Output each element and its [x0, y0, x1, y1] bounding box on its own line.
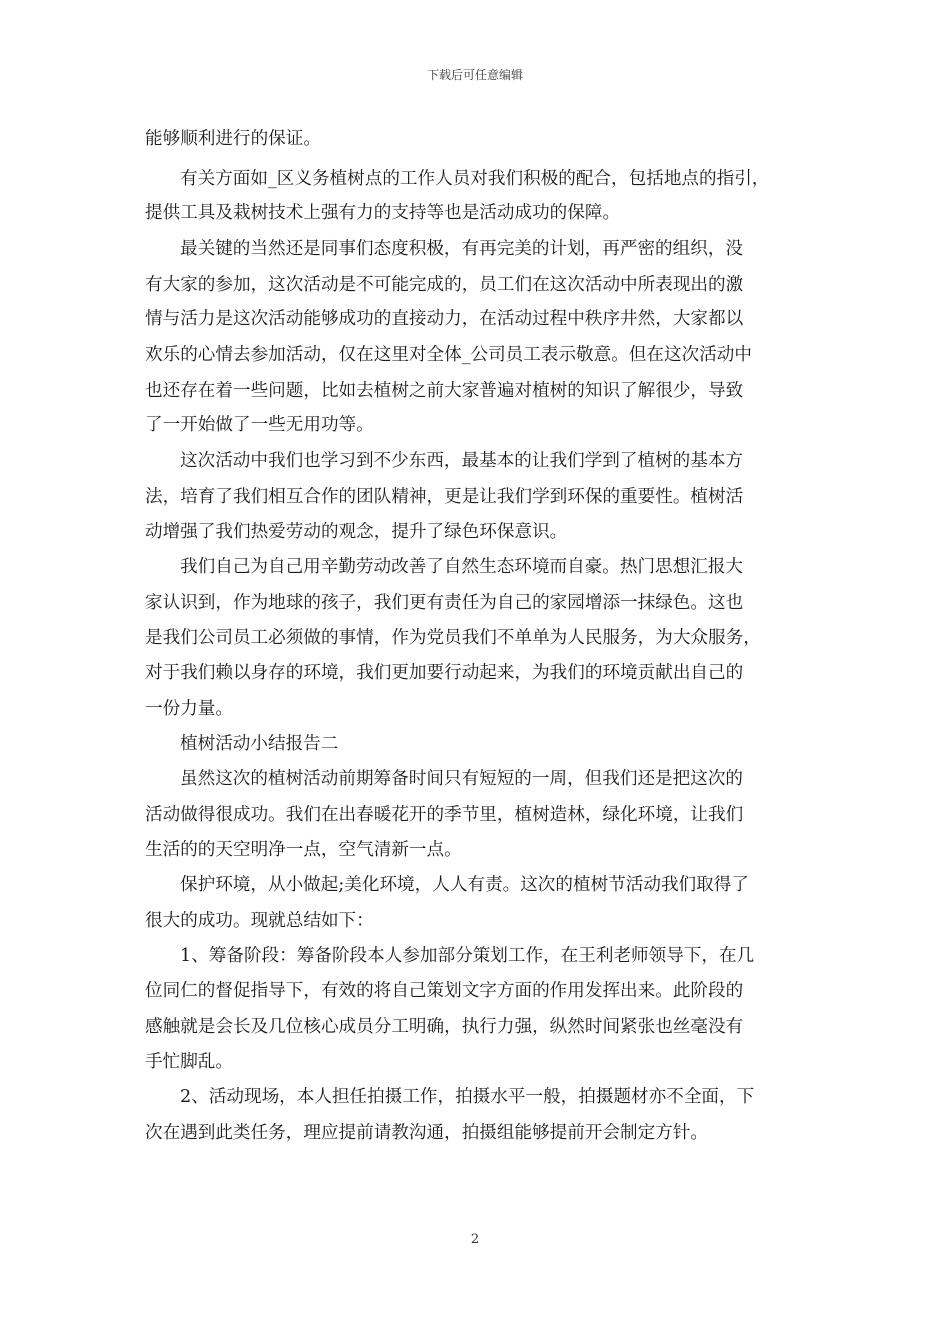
text-line: 也还存在着一些问题，比如去植树之前大家普遍对植树的知识了解很少，导致: [145, 381, 744, 401]
text-line: 一份力量。: [145, 699, 233, 719]
text-line: 虽然这次的植树活动前期筹备时间只有短短的一周，但我们还是把这次的: [180, 769, 744, 789]
text-line: 情与活力是这次活动能够成功的直接动力，在活动过程中秩序井然，大家都以: [145, 309, 744, 329]
text-line: 1、筹备阶段：筹备阶段本人参加部分策划工作，在王利老师领导下，在几: [180, 946, 755, 966]
text-line: 欢乐的心情去参加活动，仅在这里对全体_公司员工表示敬意。但在这次活动中: [145, 345, 752, 365]
text-line: 有大家的参加，这次活动是不可能完成的，员工们在这次活动中所表现出的激: [145, 275, 744, 295]
page-header: 下载后可任意编辑: [426, 68, 523, 82]
text-line: 这次活动中我们也学习到不少东西，最基本的让我们学到了植树的基本方: [180, 451, 744, 471]
text-line: 最关键的当然还是同事们态度积极，有再完美的计划，再严密的组织，没: [180, 239, 744, 259]
text-line: 动增强了我们热爱劳动的观念，提升了绿色环保意识。: [145, 522, 568, 542]
text-line: 保护环境，从小做起;美化环境，人人有责。这次的植树节活动我们取得了: [180, 875, 749, 895]
text-line: 位同仁的督促指导下，有效的将自己策划文字方面的作用发挥出来。此阶段的: [145, 981, 744, 1001]
text-line: 了一开始做了一些无用功等。: [145, 415, 374, 435]
text-line: 我们自己为自己用辛勤劳动改善了自然生态环境而自豪。热门思想汇报大: [180, 557, 744, 577]
text-line: 对于我们赖以身存的环境，我们更加要行动起来，为我们的环境贡献出自己的: [145, 663, 744, 683]
text-line: 提供工具及栽树技术上强有力的支持等也是活动成功的保障。: [145, 203, 621, 223]
text-line: 家认识到，作为地球的孩子，我们更有责任为自己的家园增添一抹绿色。这也: [145, 593, 744, 613]
text-line: 法，培育了我们相互合作的团队精神，更是让我们学到环保的重要性。植树活: [145, 487, 744, 507]
text-line: 感触就是会长及几位核心成员分工明确，执行力强，纵然时间紧张也丝毫没有: [145, 1017, 744, 1037]
page-number: 2: [470, 1232, 480, 1247]
section-heading: 植树活动小结报告二: [180, 734, 339, 754]
text-line: 次在遇到此类任务，理应提前请教沟通，拍摄组能够提前开会制定方针。: [145, 1123, 709, 1143]
text-line: 是我们公司员工必须做的事情，作为党员我们不单单为人民服务，为大众服务，: [145, 628, 761, 648]
text-line: 2、活动现场，本人担任拍摄工作，拍摄水平一般，拍摄题材亦不全面，下: [180, 1087, 755, 1107]
text-line: 有关方面如_区义务植树点的工作人员对我们积极的配合，包括地点的指引，: [180, 169, 770, 189]
text-line: 能够顺利进行的保证。: [145, 129, 321, 149]
text-line: 手忙脚乱。: [145, 1052, 233, 1072]
text-line: 生活的的天空明净一点，空气清新一点。: [145, 840, 462, 860]
text-line: 很大的成功。现就总结如下：: [145, 911, 374, 931]
text-line: 活动做得很成功。我们在出春暖花开的季节里，植树造林，绿化环境，让我们: [145, 805, 744, 825]
